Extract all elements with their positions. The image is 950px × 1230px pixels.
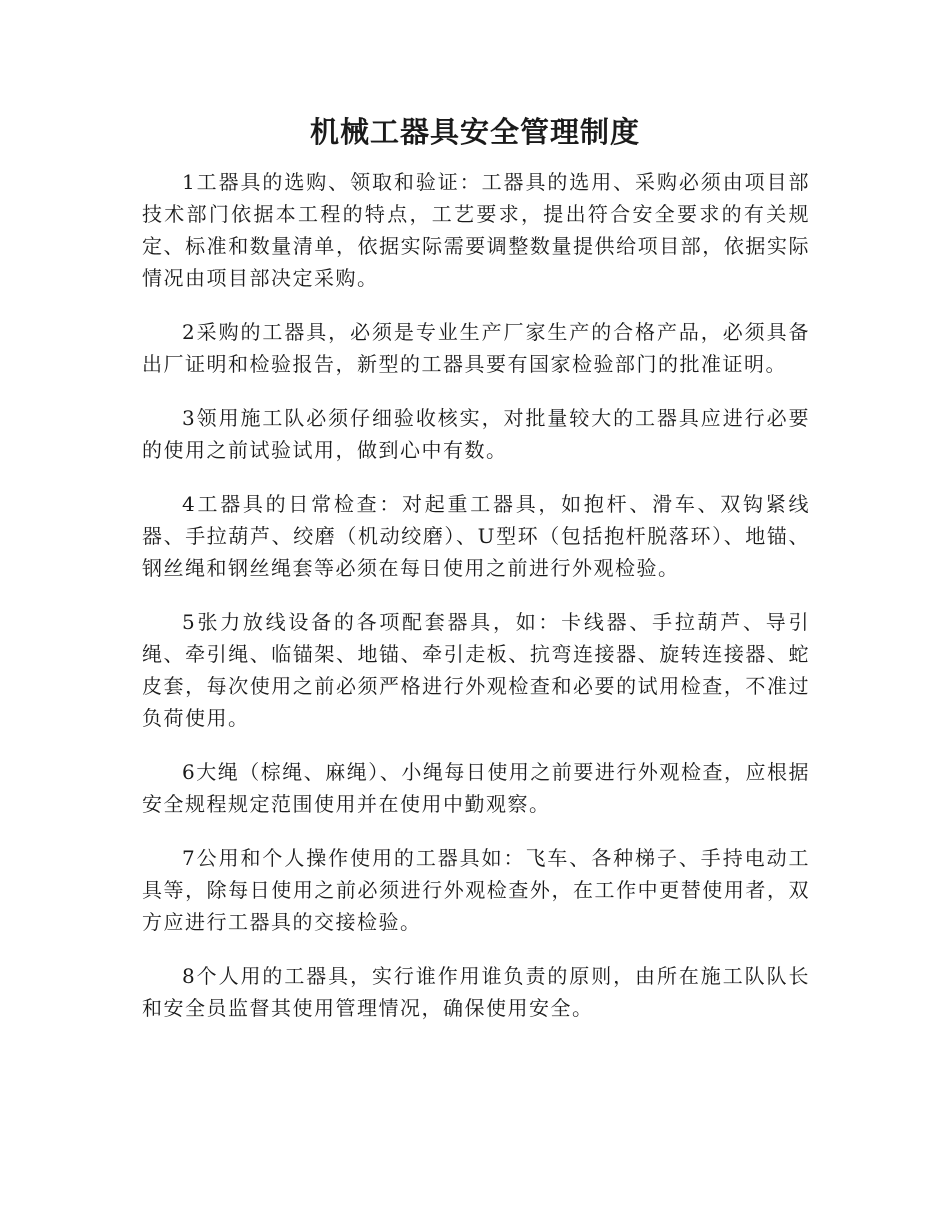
paragraph-8: 8个人用的工器具，实行谁作用谁负责的原则，由所在施工队队长和安全员监督其使用管理情况，确保使用安全。	[142, 964, 810, 1020]
document-title: 机械工器具安全管理制度	[309, 115, 640, 149]
paragraph-1: 1工器具的选购、领取和验证：工器具的选用、采购必须由项目部技术部门依据本工程的特点，工艺要求，提出符合安全要求的有关规定、标准和数量清单，依据实际需要调整数量提供给项目部，依据实际情况由项目部决定采购。	[142, 170, 810, 290]
paragraph-5: 5张力放线设备的各项配套器具，如：卡线器、手拉葫芦、导引绳、牵引绳、临锚架、地锚、牵引走板、抗弯连接器、旋转连接器、蛇皮套，每次使用之前必须严格进行外观检查和必要的试用检查，不准过负荷使用。	[142, 610, 810, 730]
paragraph-2: 2采购的工器具，必须是专业生产厂家生产的合格产品，必须具备出厂证明和检验报告，新型的工器具要有国家检验部门的批准证明。	[142, 320, 810, 376]
paragraph-4: 4工器具的日常检查：对起重工器具，如抱杆、滑车、双钩紧线器、手拉葫芦、绞磨（机动绞磨）、U型环（包括抱杆脱落环）、地锚、钢丝绳和钢丝绳套等必须在每日使用之前进行外观检验。	[142, 492, 810, 580]
paragraph-7: 7公用和个人操作使用的工器具如：飞车、各种梯子、手持电动工具等，除每日使用之前必须进行外观检查外，在工作中更替使用者，双方应进行工器具的交接检验。	[142, 846, 810, 934]
paragraph-6: 6大绳（棕绳、麻绳）、小绳每日使用之前要进行外观检查，应根据安全规程规定范围使用并在使用中勤观察。	[142, 760, 810, 816]
paragraph-3: 3领用施工队必须仔细验收核实，对批量较大的工器具应进行必要的使用之前试验试用，做到心中有数。	[142, 406, 810, 462]
document-body	[142, 166, 810, 1046]
